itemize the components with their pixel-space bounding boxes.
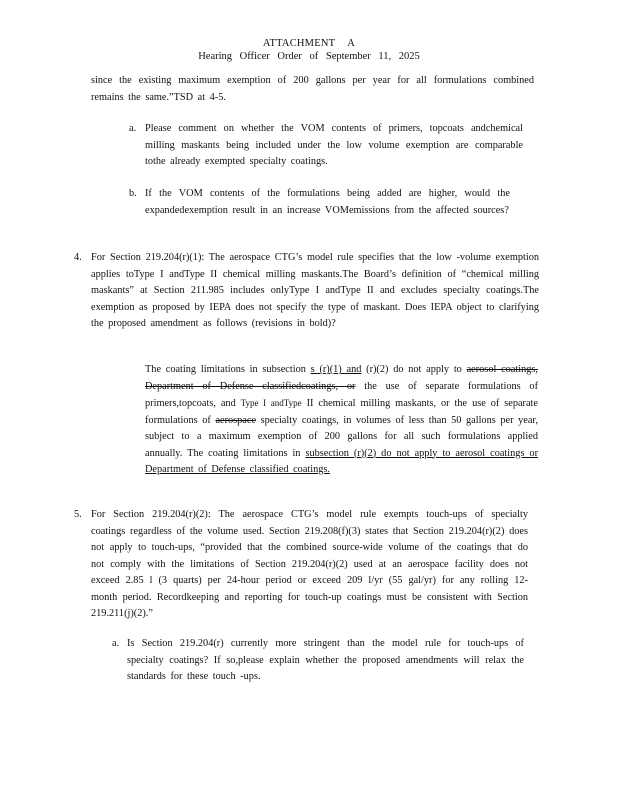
- quote-inserted-text-2: subsection (r)(2) do not apply to aerosol coatings or Department of Defense classified coatings.: [145, 447, 539, 475]
- item-3a-text: Please comment on whether the VOM contents of primers, topcoats andchemical milling maskants being included under the low volume exemption are comparable tothe already exempted specialty coatings.: [145, 123, 523, 167]
- proposed-amendment-quote: [145, 362, 538, 479]
- quote-text-2: (r)(2) do not apply to: [361, 364, 467, 375]
- document-header: [0, 37, 618, 63]
- attachment-title: ATTACHMENT A: [262, 38, 356, 49]
- hearing-order-subtitle: Hearing Officer Order of September 11, 2025: [198, 51, 420, 62]
- quote-deleted-text-2: aerospace: [215, 414, 257, 426]
- item-3b-marker: b.: [129, 188, 137, 199]
- item-4-marker: 4.: [74, 252, 82, 263]
- quote-text-1: The coating limitations in subsection: [145, 364, 311, 375]
- item-5a-marker: a.: [112, 638, 120, 649]
- quote-inserted-text-1: s (r)(1) and: [310, 364, 362, 375]
- quote-text-4: II chemical milling maskants, or the use of separate formulations of: [145, 398, 538, 426]
- item-3b-text: If the VOM contents of the formulations being added are higher, would the expandedexemption result in an increase VOMemissions from the affected sources?: [145, 188, 510, 216]
- item-5-text: For Section 219.204(r)(2): The aerospace CTG’s model rule exempts touch-ups of specialty coatings regardless of the volume used. Section 219.208(f)(3) states that Section 219.204(r)(2) does not apply to touch-ups, “provided that the combined source-wide volume of the coatings that do not comply with the limitations of Section 219.204(r)(2) used at an aerospace facility does not exceed 2.85 l (3 quarts) per 24-hour period or exceed 209 l/yr (55 gal/yr) for any rolling 12-month period. Recordkeeping and reporting for touch-up coatings must be consistent with Section 219.211(j)(2).”: [91, 509, 528, 619]
- item-3a-marker: a.: [129, 123, 137, 134]
- quote-bold-type-text: Type I andType: [240, 398, 302, 408]
- intro-paragraph: since the existing maximum exemption of 200 gallons per year for all formulations combined remains the same.”TSD at 4-5.: [91, 75, 534, 103]
- quote-text-5: specialty coatings, in volumes of less than 50 gallons per year, subject to a maximum exemption of 200 gallons for all such formulations applied annually. The coating limitations in: [145, 414, 538, 459]
- item-5a-text: Is Section 219.204(r) currently more stringent than the model rule for touch-ups of specialty coatings? If so,please explain whether the proposed amendments will relax the standards for these touch -ups.: [127, 638, 524, 682]
- item-4-text: For Section 219.204(r)(1): The aerospace CTG’s model rule specifies that the low -volume exemption applies toType I andType II chemical milling maskants.The Board’s definition of “chemical milling maskants” at Section 211.985 includes onlyType I andType II and excludes specialty coatings.The exemption as proposed by IEPA does not specify the type of maskant. Does IEPA object to clarifying the proposed amendment as follows (revisions in bold)?: [91, 252, 539, 329]
- item-5-marker: 5.: [74, 509, 82, 520]
- quote-text-3: the use of separate formulations of primers,topcoats, and: [145, 380, 538, 409]
- quote-deleted-text-1: aerosol coatings, Department of Defense classifiedcoatings, or: [145, 364, 538, 392]
